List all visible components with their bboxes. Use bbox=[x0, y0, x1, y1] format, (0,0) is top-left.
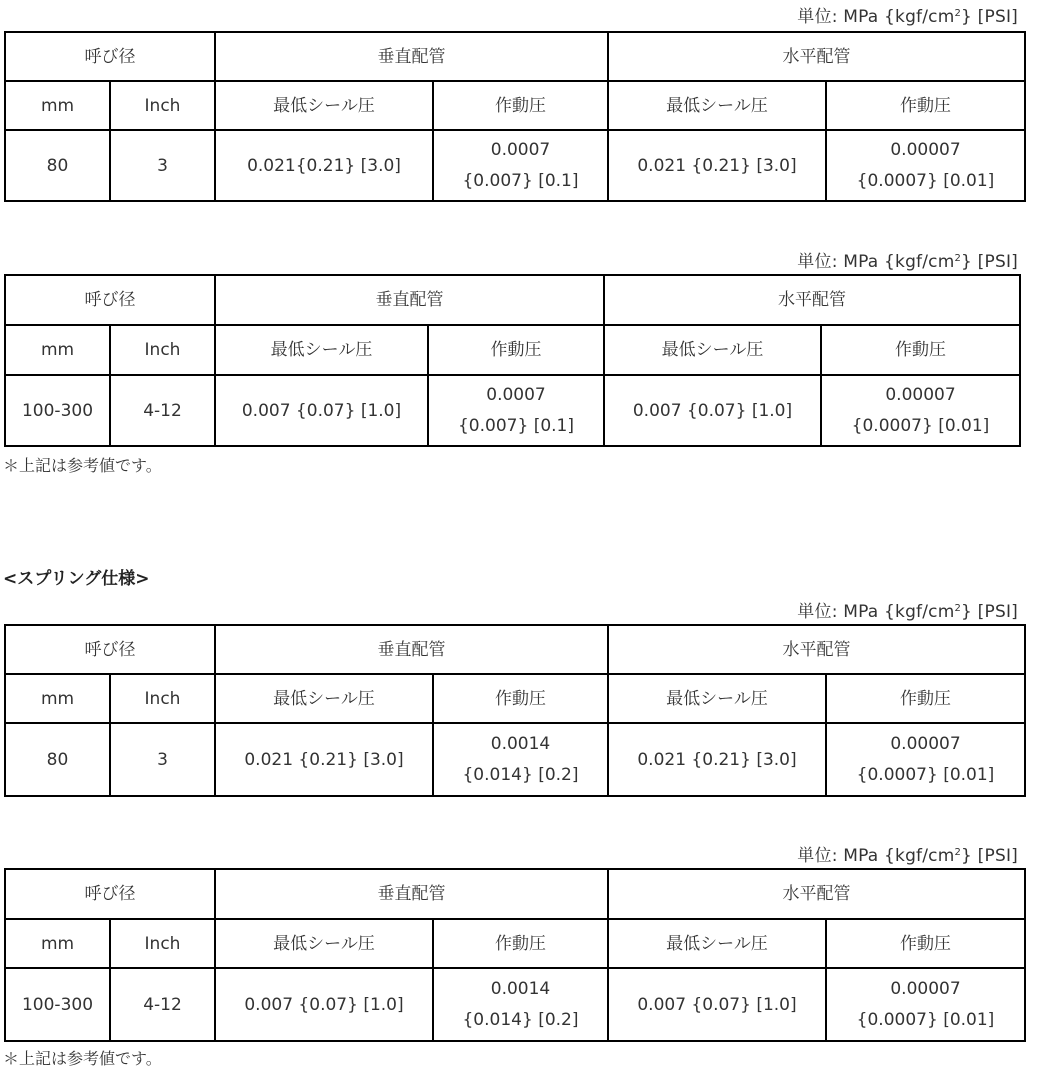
header-vertical-piping: 垂直配管 bbox=[215, 869, 608, 919]
cell-v-min-seal: 0.021 {0.21} [3.0] bbox=[215, 723, 433, 796]
cell-v-operating bbox=[433, 968, 608, 1041]
header-operating: 作動圧 bbox=[433, 81, 608, 130]
cell-mm: 100-300 bbox=[5, 968, 110, 1041]
header-horizontal-piping: 水平配管 bbox=[608, 32, 1025, 81]
cell-v-operating bbox=[433, 723, 608, 796]
cell-v-operating bbox=[428, 375, 604, 446]
section-title-spring: <スプリング仕様> bbox=[3, 569, 150, 589]
unit-sup: 2 bbox=[954, 847, 962, 858]
value-line: 0.00007 bbox=[890, 733, 961, 754]
value-line: {0.014} [0.2] bbox=[462, 764, 579, 785]
header-mm: mm bbox=[5, 81, 110, 130]
cell-mm: 100-300 bbox=[5, 375, 110, 446]
table-row bbox=[5, 723, 1025, 796]
cell-h-min-seal: 0.007 {0.07} [1.0] bbox=[604, 375, 821, 446]
unit-label bbox=[797, 841, 1018, 866]
reference-note: ＊上記は参考値です。 bbox=[3, 1049, 162, 1068]
header-min-seal: 最低シール圧 bbox=[215, 325, 428, 375]
cell-mm: 80 bbox=[5, 723, 110, 796]
header-nominal-diameter: 呼び径 bbox=[5, 32, 215, 81]
header-nominal-diameter: 呼び径 bbox=[5, 275, 215, 325]
header-nominal-diameter: 呼び径 bbox=[5, 869, 215, 919]
unit-suffix: } [PSI] bbox=[961, 252, 1018, 272]
header-min-seal: 最低シール圧 bbox=[608, 674, 826, 723]
value-line: 0.00007 bbox=[885, 384, 956, 405]
value-line: 0.0014 bbox=[490, 733, 551, 754]
value-line: 0.0014 bbox=[490, 978, 551, 999]
cell-h-operating bbox=[826, 723, 1025, 796]
unit-sup: 2 bbox=[954, 253, 962, 264]
header-min-seal: 最低シール圧 bbox=[215, 674, 433, 723]
value-line: 0.00007 bbox=[890, 978, 961, 999]
header-inch: Inch bbox=[110, 81, 215, 130]
header-operating: 作動圧 bbox=[433, 919, 608, 968]
header-min-seal: 最低シール圧 bbox=[215, 81, 433, 130]
unit-text: 単位: MPa {kgf/cm bbox=[797, 252, 955, 272]
cell-inch: 4-12 bbox=[110, 375, 215, 446]
header-inch: Inch bbox=[110, 325, 215, 375]
table-row bbox=[5, 375, 1020, 446]
cell-v-min-seal: 0.021{0.21} [3.0] bbox=[215, 130, 433, 201]
cell-h-operating bbox=[826, 130, 1025, 201]
pressure-table-1 bbox=[4, 31, 1026, 202]
cell-inch: 3 bbox=[110, 130, 215, 201]
value-line: {0.0007} [0.01] bbox=[856, 170, 995, 191]
value-line: {0.007} [0.1] bbox=[457, 415, 574, 436]
header-operating: 作動圧 bbox=[821, 325, 1020, 375]
cell-h-operating bbox=[821, 375, 1020, 446]
value-line: {0.014} [0.2] bbox=[462, 1009, 579, 1030]
header-vertical-piping: 垂直配管 bbox=[215, 625, 608, 674]
header-operating: 作動圧 bbox=[826, 81, 1025, 130]
header-operating: 作動圧 bbox=[826, 674, 1025, 723]
cell-h-operating bbox=[826, 968, 1025, 1041]
header-nominal-diameter: 呼び径 bbox=[5, 625, 215, 674]
header-operating: 作動圧 bbox=[428, 325, 604, 375]
cell-v-operating bbox=[433, 130, 608, 201]
header-horizontal-piping: 水平配管 bbox=[604, 275, 1020, 325]
pressure-table-2 bbox=[4, 274, 1021, 447]
header-min-seal: 最低シール圧 bbox=[608, 919, 826, 968]
reference-note: ＊上記は参考値です。 bbox=[3, 456, 162, 475]
value-line: 0.00007 bbox=[890, 139, 961, 160]
header-mm: mm bbox=[5, 325, 110, 375]
unit-sup: 2 bbox=[954, 8, 962, 19]
cell-h-min-seal: 0.021 {0.21} [3.0] bbox=[608, 723, 826, 796]
cell-v-min-seal: 0.007 {0.07} [1.0] bbox=[215, 375, 428, 446]
value-line: {0.0007} [0.01] bbox=[856, 764, 995, 785]
pressure-table-4 bbox=[4, 868, 1026, 1042]
header-min-seal: 最低シール圧 bbox=[608, 81, 826, 130]
header-min-seal: 最低シール圧 bbox=[215, 919, 433, 968]
header-mm: mm bbox=[5, 674, 110, 723]
header-min-seal: 最低シール圧 bbox=[604, 325, 821, 375]
unit-suffix: } [PSI] bbox=[961, 846, 1018, 866]
value-line: {0.007} [0.1] bbox=[462, 170, 579, 191]
unit-label bbox=[797, 247, 1018, 272]
header-vertical-piping: 垂直配管 bbox=[215, 275, 604, 325]
unit-text: 単位: MPa {kgf/cm bbox=[797, 602, 955, 622]
unit-suffix: } [PSI] bbox=[961, 602, 1018, 622]
cell-mm: 80 bbox=[5, 130, 110, 201]
cell-inch: 3 bbox=[110, 723, 215, 796]
value-line: {0.0007} [0.01] bbox=[851, 415, 990, 436]
unit-label bbox=[797, 597, 1018, 622]
table-row bbox=[5, 968, 1025, 1041]
header-inch: Inch bbox=[110, 674, 215, 723]
header-horizontal-piping: 水平配管 bbox=[608, 869, 1025, 919]
cell-v-min-seal: 0.007 {0.07} [1.0] bbox=[215, 968, 433, 1041]
cell-h-min-seal: 0.021 {0.21} [3.0] bbox=[608, 130, 826, 201]
header-operating: 作動圧 bbox=[826, 919, 1025, 968]
header-vertical-piping: 垂直配管 bbox=[215, 32, 608, 81]
header-operating: 作動圧 bbox=[433, 674, 608, 723]
value-line: 0.0007 bbox=[490, 139, 551, 160]
cell-h-min-seal: 0.007 {0.07} [1.0] bbox=[608, 968, 826, 1041]
value-line: 0.0007 bbox=[486, 384, 546, 405]
header-mm: mm bbox=[5, 919, 110, 968]
cell-inch: 4-12 bbox=[110, 968, 215, 1041]
table-row bbox=[5, 130, 1025, 201]
header-horizontal-piping: 水平配管 bbox=[608, 625, 1025, 674]
value-line: {0.0007} [0.01] bbox=[856, 1009, 995, 1030]
unit-label bbox=[797, 2, 1018, 27]
unit-suffix: } [PSI] bbox=[961, 7, 1018, 27]
unit-sup: 2 bbox=[954, 603, 962, 614]
pressure-table-3 bbox=[4, 624, 1026, 797]
unit-text: 単位: MPa {kgf/cm bbox=[797, 7, 955, 27]
unit-text: 単位: MPa {kgf/cm bbox=[797, 846, 955, 866]
header-inch: Inch bbox=[110, 919, 215, 968]
